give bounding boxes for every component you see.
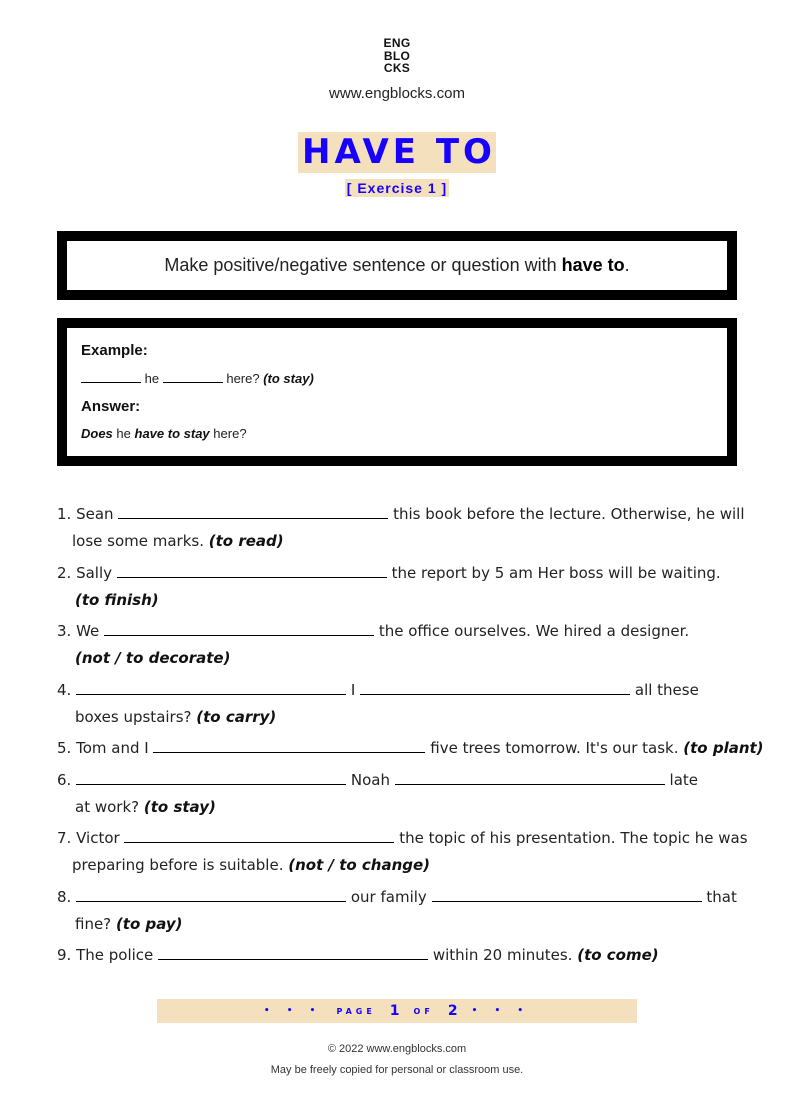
question-4: 4. I all these bbox=[57, 681, 699, 699]
answer-blank[interactable] bbox=[158, 945, 428, 960]
example-sentence: he here? (to stay) bbox=[81, 371, 314, 386]
question-2: 2. Sally the report by 5 am Her boss will be waiting. bbox=[57, 564, 721, 582]
site-url[interactable]: www.engblocks.com bbox=[329, 85, 465, 102]
answer-blank[interactable] bbox=[76, 770, 346, 785]
page-word: PAGE bbox=[336, 1006, 376, 1016]
answer-blank[interactable] bbox=[76, 680, 346, 695]
question-6-line2: at work? (to stay) bbox=[75, 798, 216, 816]
answer-blank[interactable] bbox=[360, 680, 630, 695]
question-1: 1. Sean this book before the lecture. Otherwise, he will bbox=[57, 505, 745, 523]
worksheet-title: HAVE TO bbox=[298, 132, 496, 173]
example-label: Example: bbox=[81, 342, 148, 359]
question-1-line2: lose some marks. (to read) bbox=[72, 532, 284, 550]
dots-left: • • • bbox=[263, 1006, 323, 1016]
exercise-label: [ Exercise 1 ] bbox=[346, 180, 448, 196]
question-9: 9. The police within 20 minutes. (to come) bbox=[57, 946, 659, 964]
question-7-line2: preparing before is suitable. (not / to change) bbox=[72, 856, 431, 874]
question-8-line2: fine? (to pay) bbox=[75, 915, 183, 933]
engblocks-logo bbox=[0, 37, 794, 75]
answer-blank[interactable] bbox=[395, 770, 665, 785]
logo-line: CKS bbox=[383, 61, 411, 75]
answer-label: Answer: bbox=[81, 398, 141, 415]
dots-right: • • • bbox=[471, 1006, 531, 1016]
example-box bbox=[57, 318, 737, 466]
license-text: May be freely copied for personal or classroom use. bbox=[270, 1064, 524, 1076]
page-indicator bbox=[157, 999, 637, 1023]
logo-line: ENG bbox=[383, 36, 411, 50]
answer-blank[interactable] bbox=[432, 887, 702, 902]
question-7: 7. Victor the topic of his presentation. The topic he was bbox=[57, 829, 748, 847]
example-blank bbox=[163, 382, 223, 383]
logo-line: BLO bbox=[383, 48, 411, 63]
answer-blank[interactable] bbox=[104, 621, 374, 636]
instruction-text: Make positive/negative sentence or question with have to. bbox=[164, 255, 630, 275]
answer-blank[interactable] bbox=[153, 738, 425, 753]
answer-sentence: Does he have to stay here? bbox=[81, 426, 247, 441]
question-5: 5. Tom and I five trees tomorrow. It's our task. (to plant) bbox=[57, 739, 764, 757]
example-blank bbox=[81, 382, 141, 383]
question-3: 3. We the office ourselves. We hired a designer. bbox=[57, 622, 690, 640]
question-4-line2: boxes upstairs? (to carry) bbox=[75, 708, 277, 726]
question-8: 8. our family that bbox=[57, 888, 737, 906]
answer-blank[interactable] bbox=[117, 563, 387, 578]
answer-blank[interactable] bbox=[124, 828, 394, 843]
answer-blank[interactable] bbox=[118, 504, 388, 519]
question-6: 6. Noah late bbox=[57, 771, 699, 789]
of-word: OF bbox=[413, 1006, 434, 1016]
question-3-line2: (not / to decorate) bbox=[75, 649, 231, 667]
question-2-line2: (to finish) bbox=[75, 591, 159, 609]
copyright-text: © 2022 www.engblocks.com bbox=[327, 1043, 467, 1055]
total-pages: 2 bbox=[447, 1003, 458, 1019]
instruction-box bbox=[57, 231, 737, 300]
answer-blank[interactable] bbox=[76, 887, 346, 902]
current-page: 1 bbox=[389, 1003, 400, 1019]
